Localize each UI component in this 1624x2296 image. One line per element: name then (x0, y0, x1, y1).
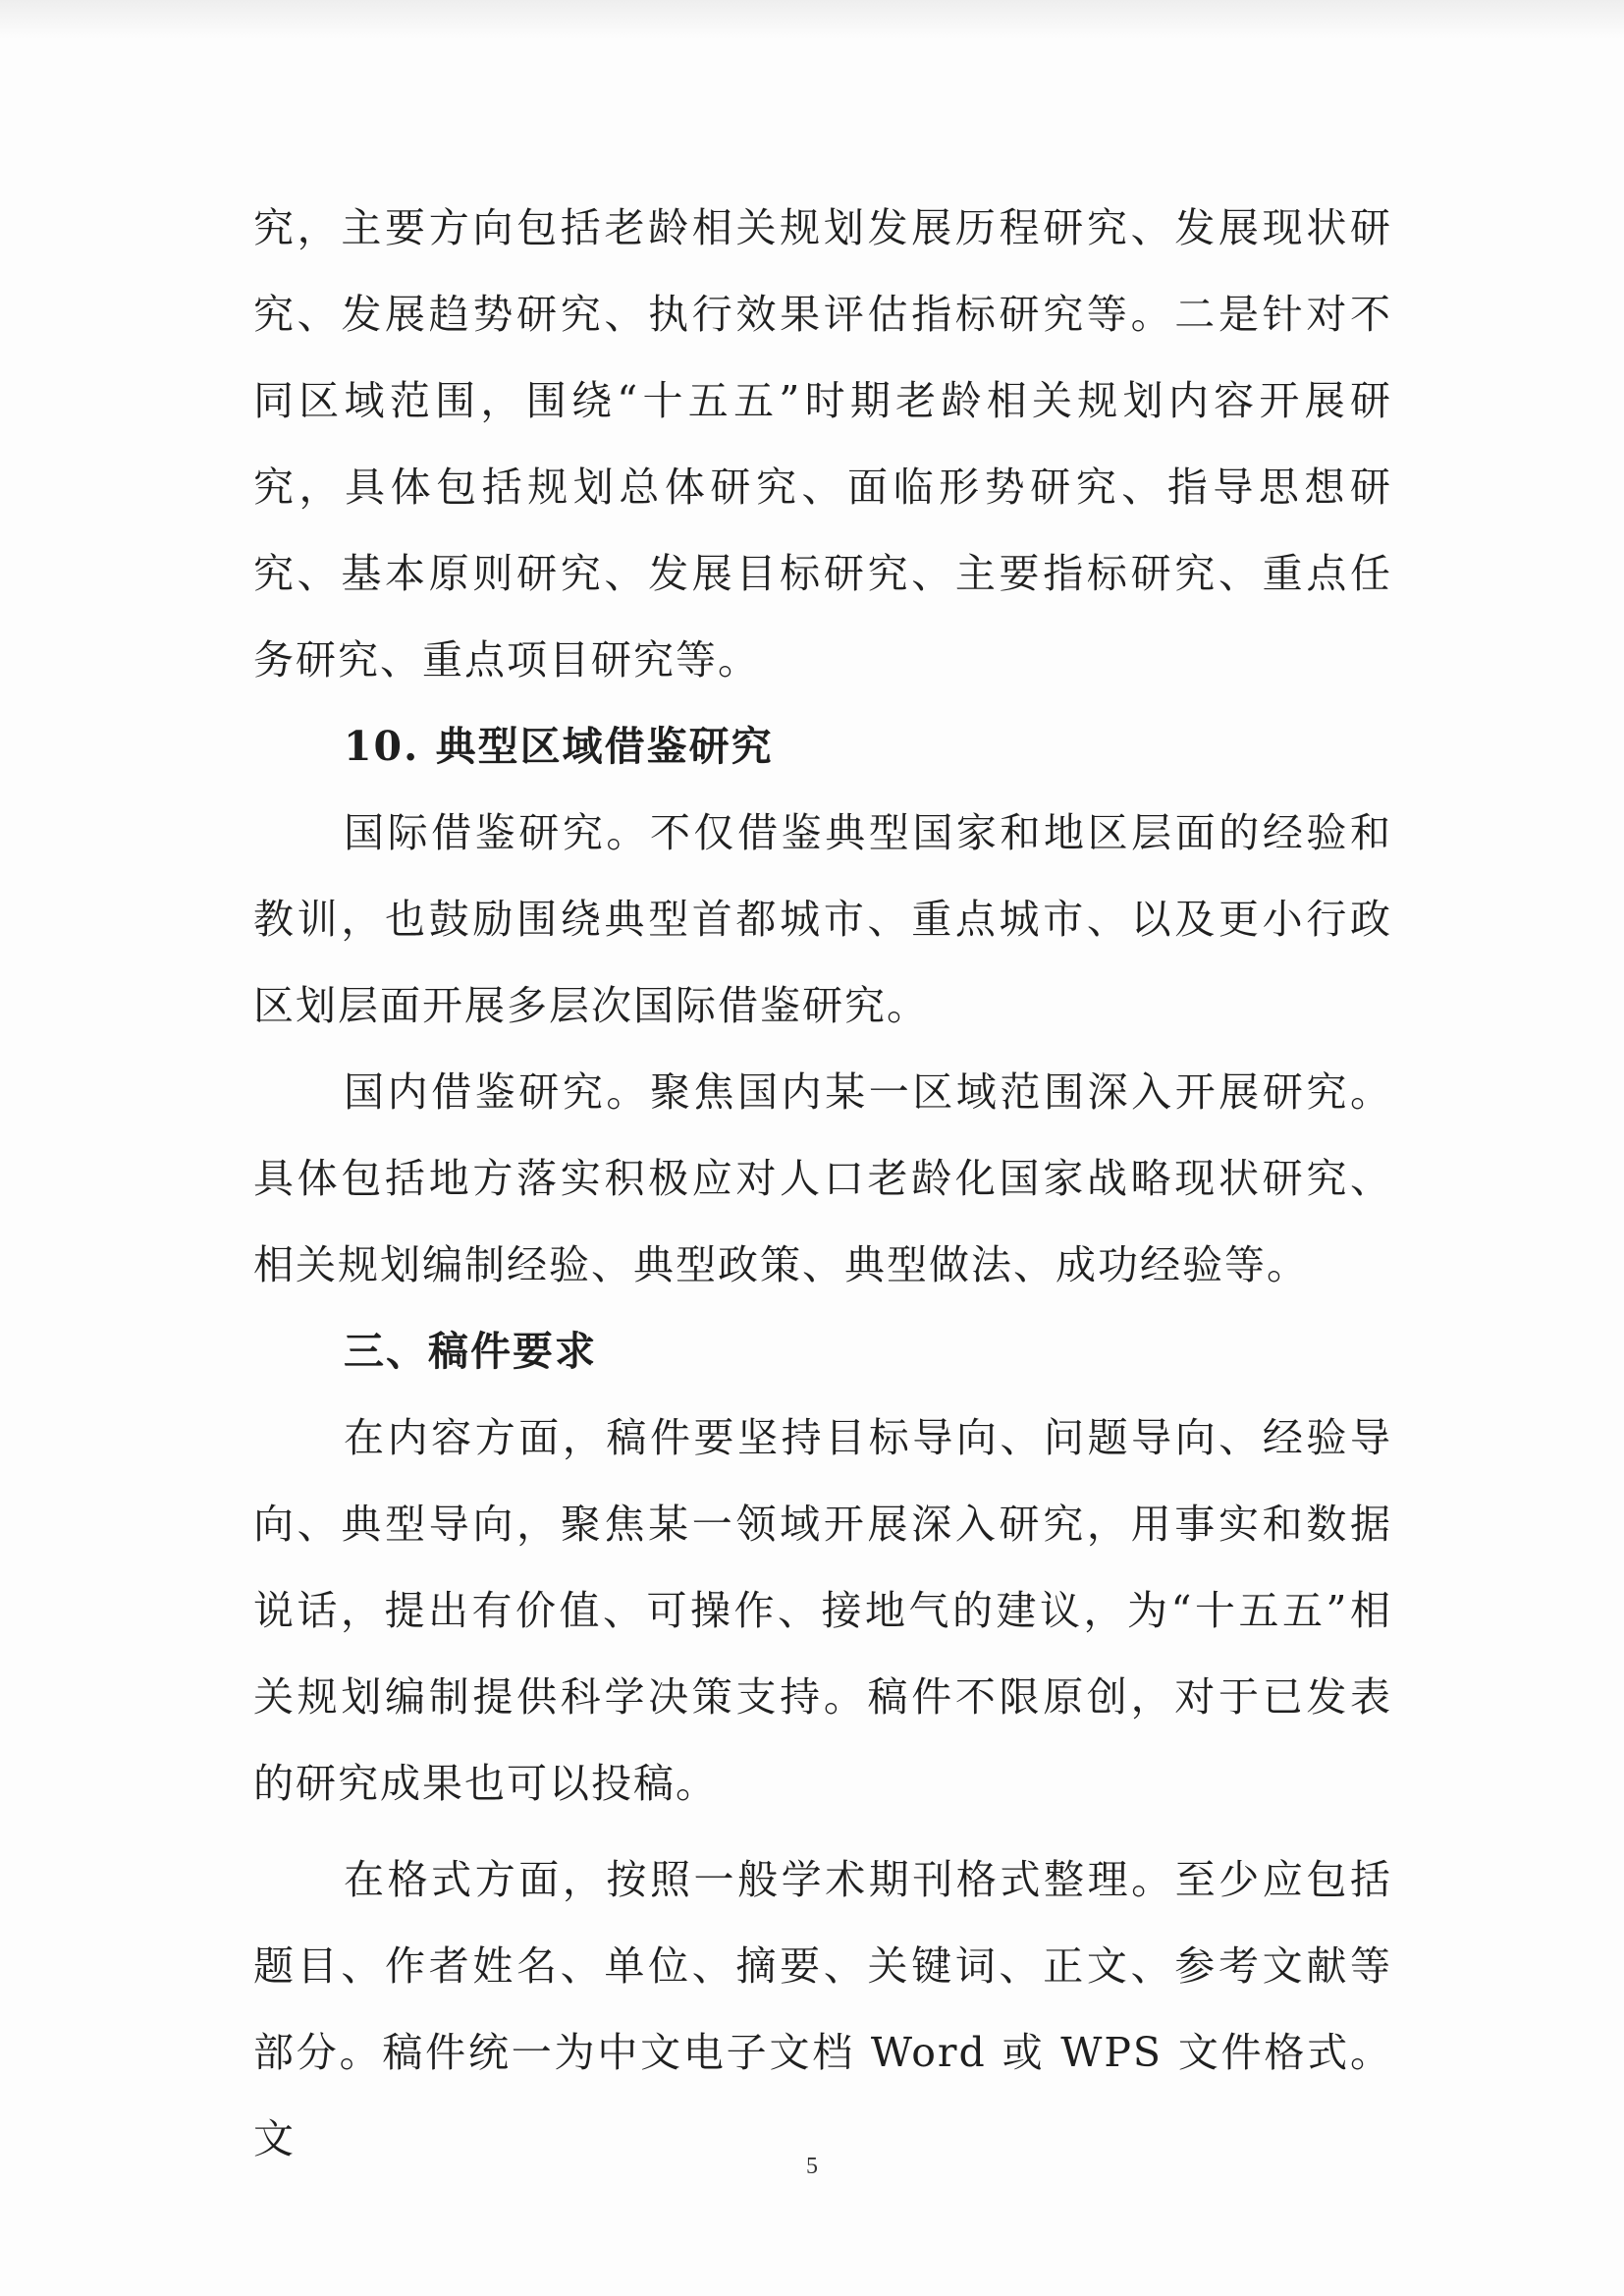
paragraph-international: 国际借鉴研究。不仅借鉴典型国家和地区层面的经验和教训，也鼓励围绕典型首都城市、重点城市、以及更小行政区划层面开展多层次国际借鉴研究。 (253, 809, 1392, 1029)
page-number: 5 (806, 2154, 818, 2179)
section-heading-10: 10. 典型区域借鉴研究 (344, 723, 774, 770)
paragraph-format-requirements: 在格式方面，按照一般学术期刊格式整理。至少应包括题目、作者姓名、单位、摘要、关键词、正文、参考文献等部分。稿件统一为中文电子文档 Word 或 WPS 文件格式。文 (253, 1856, 1392, 2162)
paragraph-content-requirements: 在内容方面，稿件要坚持目标导向、问题导向、经验导向、典型导向，聚焦某一领域开展深入研究，用事实和数据说话，提出有价值、可操作、接地气的建议，为“十五五”相关规划编制提供科学决策支持。稿件不限原创，对于已发表的研究成果也可以投稿。 (253, 1414, 1392, 1807)
scan-edge (0, 0, 1624, 39)
paragraph-domestic: 国内借鉴研究。聚焦国内某一区域范围深入开展研究。具体包括地方落实积极应对人口老龄化国家战略现状研究、相关规划编制经验、典型政策、典型做法、成功经验等。 (253, 1068, 1392, 1288)
document-body (253, 185, 1392, 2182)
section-heading-requirements: 三、稿件要求 (344, 1328, 597, 1375)
paragraph-continuation: 究，主要方向包括老龄相关规划发展历程研究、发展现状研究、发展趋势研究、执行效果评估指标研究等。二是针对不同区域范围，围绕“十五五”时期老龄相关规划内容开展研究，具体包括规划总体研究、面临形势研究、指导思想研究、基本原则研究、发展目标研究、主要指标研究、重点任务研究、重点项目研究等。 (253, 204, 1392, 683)
